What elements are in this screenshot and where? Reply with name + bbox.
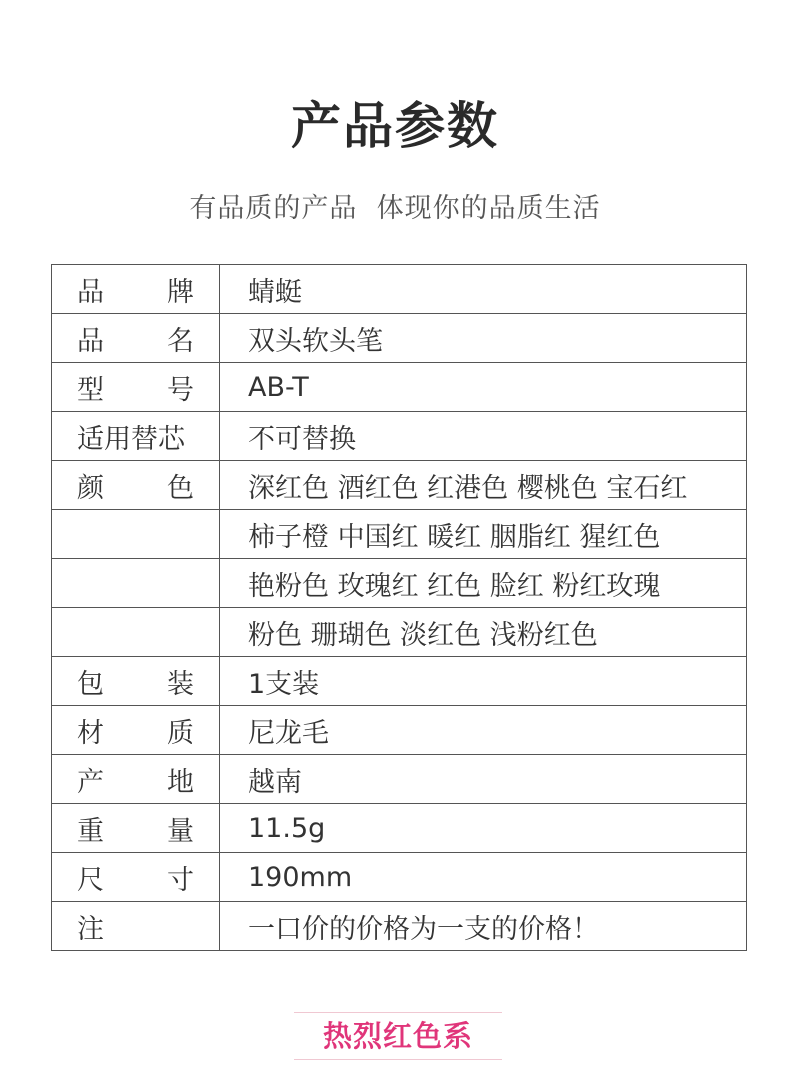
table-row: [52, 559, 747, 608]
param-label-second: 色: [167, 472, 194, 504]
param-label-second: 质: [167, 717, 194, 749]
param-value: 柿子橙 中国红 暖红 胭脂红 猩红色: [220, 510, 747, 559]
param-value: 越南: [220, 755, 747, 804]
param-value: 不可替换: [220, 412, 747, 461]
param-label-first: 尺: [77, 864, 104, 896]
table-row: [52, 510, 747, 559]
param-label-cell: [52, 363, 220, 412]
param-label-cell: [52, 461, 220, 510]
param-label-first: 颜: [77, 472, 104, 504]
table-row: [52, 461, 747, 510]
page-subtitle: 有品质的产品 体现你的品质生活: [189, 193, 601, 224]
param-value: 蜻蜓: [220, 265, 747, 314]
param-label-first: 型: [77, 374, 104, 406]
param-label-first: 重: [77, 815, 104, 847]
param-label-second: 寸: [167, 864, 194, 896]
table-row: [52, 853, 747, 902]
param-label-second: 号: [167, 374, 194, 406]
param-label-cell: [52, 755, 220, 804]
table-row: [52, 608, 747, 657]
table-row: [52, 902, 747, 951]
param-label-second: 名: [167, 325, 194, 357]
param-label-cell: [52, 706, 220, 755]
table-row: [52, 755, 747, 804]
page-title: 产品参数: [291, 97, 499, 155]
param-value: 一口价的价格为一支的价格！: [220, 902, 747, 951]
param-label-cell: [52, 510, 220, 559]
param-value: AB-T: [220, 363, 747, 412]
series-banner: 热烈红色系: [294, 1012, 502, 1060]
table-row: [52, 363, 747, 412]
table-row: [52, 412, 747, 461]
param-label-cell: [52, 657, 220, 706]
param-label-second: 量: [167, 815, 194, 847]
param-value: 艳粉色 玫瑰红 红色 脸红 粉红玫瑰: [220, 559, 747, 608]
param-label-cell: [52, 314, 220, 363]
param-value: 尼龙毛: [220, 706, 747, 755]
table-row: [52, 657, 747, 706]
param-value: 190mm: [220, 853, 747, 902]
param-label-first: 产: [77, 766, 104, 798]
param-label-first: 适用替芯: [77, 423, 185, 455]
param-label-first: 材: [77, 717, 104, 749]
param-label-cell: [52, 559, 220, 608]
param-value: 双头软头笔: [220, 314, 747, 363]
table-row: [52, 265, 747, 314]
params-table: [51, 264, 747, 951]
param-label-cell: [52, 265, 220, 314]
param-label-second: 牌: [167, 276, 194, 308]
param-label-first: 品: [77, 276, 104, 308]
param-label-first: 包: [77, 668, 104, 700]
param-label-cell: [52, 608, 220, 657]
param-value: 粉色 珊瑚色 淡红色 浅粉红色: [220, 608, 747, 657]
param-label-first: 品: [77, 325, 104, 357]
param-label-cell: [52, 902, 220, 951]
param-label-second: 地: [167, 766, 194, 798]
param-value: 1支装: [220, 657, 747, 706]
param-label-first: 注: [77, 913, 104, 945]
param-label-cell: [52, 804, 220, 853]
param-value: 深红色 酒红色 红港色 樱桃色 宝石红: [220, 461, 747, 510]
param-label-cell: [52, 853, 220, 902]
table-row: [52, 706, 747, 755]
param-value: 11.5g: [220, 804, 747, 853]
param-label-second: 装: [167, 668, 194, 700]
table-row: [52, 314, 747, 363]
table-row: [52, 804, 747, 853]
param-label-cell: [52, 412, 220, 461]
